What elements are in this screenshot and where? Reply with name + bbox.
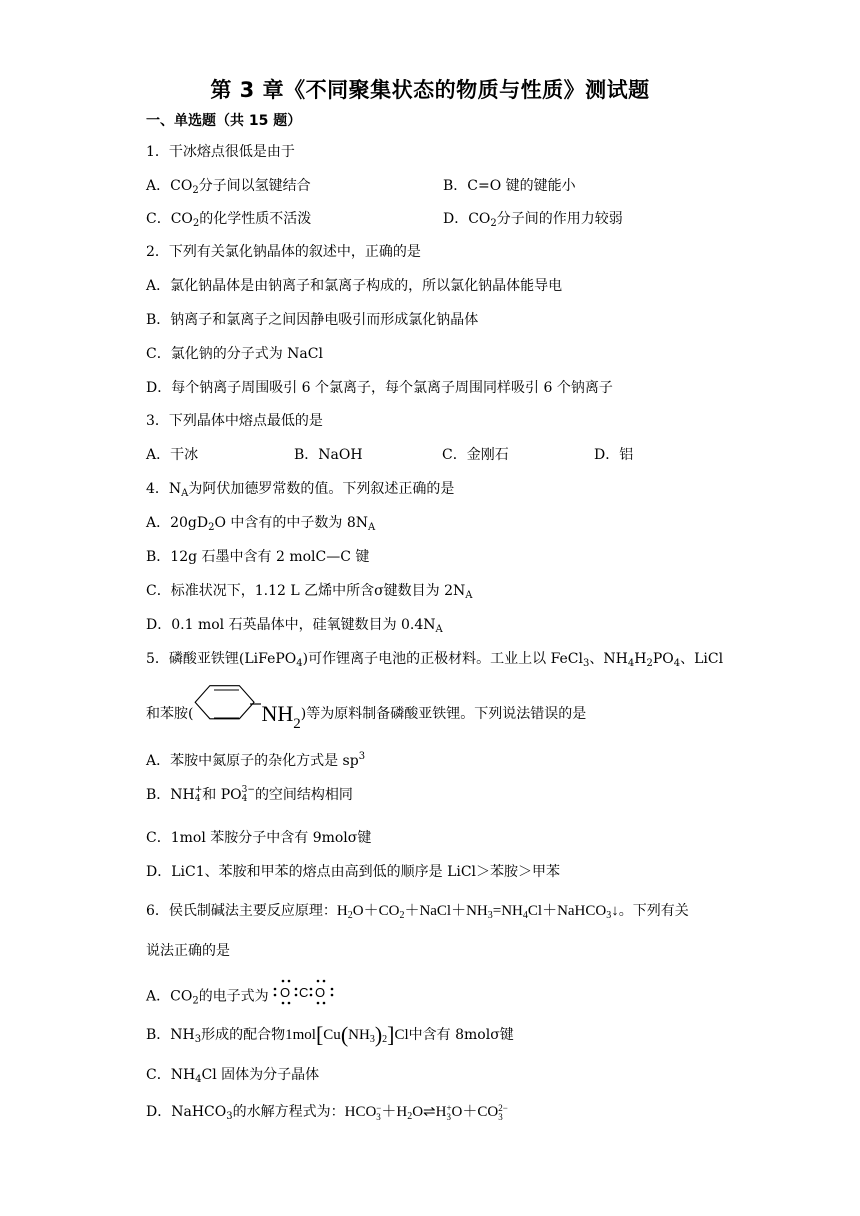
q3-option-a: A．干冰 (146, 447, 199, 463)
complex-formula: $1mol[Cu(NH_3)_2]Cl$ (285, 1022, 409, 1047)
q3-option-d: D．铝 (594, 447, 634, 463)
co2-lewis-structure (269, 978, 339, 1015)
q5-option-d: D．LiC1、苯胺和甲苯的熔点由高到低的顺序是 LiCl＞苯胺＞甲苯 (146, 864, 561, 880)
q2-option-d: D．每个钠离子周围吸引 6 个氯离子，每个氯离子周围同样吸引 6 个钠离子 (146, 380, 613, 396)
q1-option-d: D．$CO_2$分子间的作用力较弱 (443, 211, 623, 229)
question-6-stem-line2: 说法正确的是 (146, 943, 230, 959)
section-heading: 一、单选题（共 15 题） (146, 113, 302, 129)
q5-option-b: B．NH + 4 和 PO 3− 4 的空间结构相同 (146, 785, 353, 804)
svg-text:O: O (279, 985, 290, 1000)
q6-option-d: D．NaHCO$_3$的水解方程式为：HCO − 3 $+H_2O\rightleftharpoons H$ + 3 O＋CO 2− 3 (146, 1102, 508, 1122)
q6-option-b: B．$NH_3$形成的配合物$1mol[Cu(NH_3)_2]Cl$中含有 8molσ键 (146, 1022, 514, 1047)
q1-option-c: C．$CO_2$的化学性质不活泼 (146, 211, 312, 229)
page-title: 第 3 章《不同聚集状态的物质与性质》测试题 (210, 78, 650, 102)
q2-option-a: A．氯化钠晶体是由钠离子和氯离子构成的，所以氯化钠晶体能导电 (146, 278, 563, 294)
q6-option-c: C．$NH_4Cl$ 固体为分子晶体 (146, 1067, 320, 1085)
q4-option-d: D．0.1 mol 石英晶体中，硅氧键数目为 $0.4N_A$ (146, 617, 443, 635)
question-6-stem: 6．侯氏制碱法主要反应原理：$H_2O+CO_2+NaCl+NH_3=NH_4Cl+NaHCO_3↓$。下列有关 (146, 903, 689, 921)
question-1-stem: 1．干冰熔点很低是由于 (146, 144, 295, 160)
q3-option-c: C．金刚石 (442, 447, 509, 463)
q4-option-a: A．$20gD_2O$ 中含有的中子数为 $8N_A$ (146, 515, 376, 533)
svg-text:C: C (298, 985, 309, 1000)
q4-option-b: B．12g 石墨中含有 2 molC—C 键 (146, 549, 370, 565)
question-5-stem-line2: 和苯胺( NH2)等为原料制备磷酸亚铁锂。下列说法错误的是 (146, 682, 586, 748)
q4-option-c: C．标准状况下，1.12 L 乙烯中所含σ键数目为 $2N_A$ (146, 583, 473, 601)
q1-option-b: B．C=O 键的键能小 (443, 178, 576, 194)
q3-option-b: B．NaOH (294, 447, 363, 463)
question-3-stem: 3．下列晶体中熔点最低的是 (146, 413, 323, 429)
svg-text:O: O (314, 985, 325, 1000)
question-4-stem: 4．$N_A$为阿伏加德罗常数的值。下列叙述正确的是 (146, 481, 455, 499)
hydrolysis-equation: HCO − 3 $+H_2O\rightleftharpoons H$ + 3 O＋CO 2− 3 (344, 1102, 508, 1122)
aniline-structure (193, 682, 261, 746)
q1-option-a: A．$CO_2$分子间以氢键结合 (146, 178, 311, 196)
q2-option-c: C．氯化钠的分子式为 NaCl (146, 346, 323, 362)
question-5-stem: 5．磷酸亚铁锂(LiFePO$_4$)可作锂离子电池的正极材料。工业上以 FeCl$_3$、$NH_4H_2PO_4$、LiCl (146, 651, 724, 669)
q2-option-b: B．钠离子和氯离子之间因静电吸引而形成氯化钠晶体 (146, 312, 479, 328)
q5-option-c: C．1mol 苯胺分子中含有 9molσ键 (146, 830, 372, 846)
q5-option-a: A．苯胺中氮原子的杂化方式是 $sp^3$ (146, 751, 366, 769)
q6-option-a: A．$CO_2$的电子式为 O C O (146, 978, 339, 1015)
question-2-stem: 2．下列有关氯化钠晶体的叙述中，正确的是 (146, 244, 421, 260)
reaction-equation: $H_2O+CO_2+NaCl+NH_3=NH_4Cl+NaHCO_3↓$ (336, 903, 619, 921)
